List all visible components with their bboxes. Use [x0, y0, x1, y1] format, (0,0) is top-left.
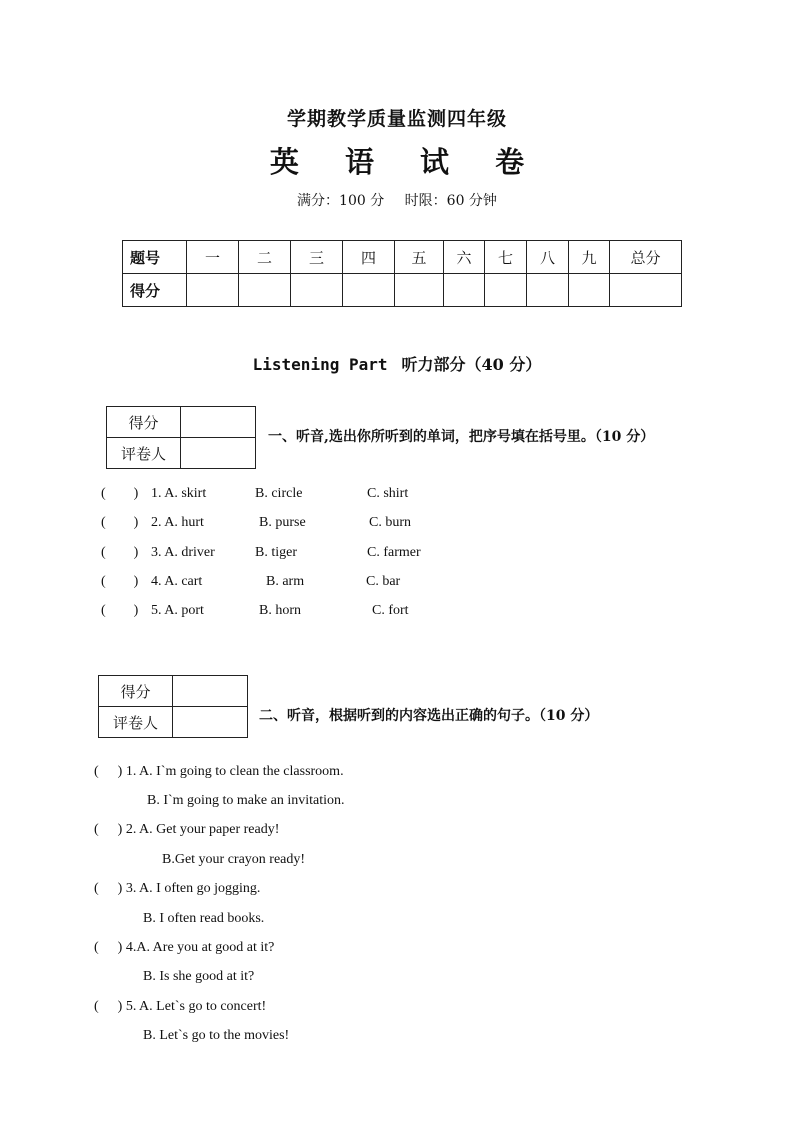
grader-name-input[interactable]	[173, 707, 248, 738]
option-b: B. Is she good at it?	[143, 969, 255, 984]
score-table-header-row	[123, 241, 682, 274]
grader-box-2	[98, 675, 248, 738]
option-c: C. shirt	[367, 486, 409, 501]
answer-blank[interactable]: ( )	[101, 515, 139, 530]
question-text: ) 1. A. I`m going to clean the classroom.	[117, 764, 344, 779]
score-table-cell: 三	[291, 241, 343, 274]
part-title	[0, 352, 794, 375]
option-c: C. fort	[372, 603, 409, 618]
option-b: B. Let`s go to the movies!	[143, 1028, 290, 1043]
answer-blank[interactable]: (	[94, 764, 99, 779]
score-table-cell: 二	[239, 241, 291, 274]
score-table-cell: 九	[569, 241, 610, 274]
answer-blank[interactable]: (	[94, 881, 99, 896]
exam-title: 英 语 试 卷	[269, 145, 543, 179]
full-score: 满分：100 分	[297, 193, 385, 209]
question-text: 2. A. hurt	[151, 515, 204, 530]
score-input-cell[interactable]	[444, 274, 485, 307]
list-item	[101, 574, 138, 590]
question-text: 5. A. port	[151, 603, 204, 618]
exam-subtitle: 学期教学质量监测四年级	[286, 108, 507, 130]
question-text: 1. A. skirt	[151, 486, 207, 501]
answer-blank[interactable]: (	[94, 822, 99, 837]
answer-blank[interactable]: ( )	[101, 486, 139, 501]
grader-score-label: 得分	[107, 407, 181, 438]
answer-blank[interactable]: (	[94, 940, 99, 955]
part-title-cn: 听力部分（40 分）	[401, 355, 542, 374]
option-c: C. bar	[366, 574, 401, 589]
score-input-cell[interactable]	[187, 274, 239, 307]
list-item	[94, 822, 279, 838]
list-item	[94, 764, 344, 780]
grader-name-input[interactable]	[181, 438, 256, 469]
grader-box-1	[106, 406, 256, 469]
option-b: B. tiger	[255, 545, 297, 560]
list-item	[94, 940, 274, 956]
score-input-cell[interactable]	[291, 274, 343, 307]
answer-blank[interactable]: ( )	[101, 545, 139, 560]
list-item	[94, 999, 266, 1015]
score-input-cell[interactable]	[395, 274, 444, 307]
grader-score-input[interactable]	[173, 676, 248, 707]
score-table-score-row	[123, 274, 682, 307]
question-text: ) 5. A. Let`s go to concert!	[117, 999, 267, 1014]
list-item	[101, 603, 138, 619]
exam-meta	[0, 190, 794, 210]
score-input-cell[interactable]	[239, 274, 291, 307]
score-table-cell: 总分	[610, 241, 682, 274]
question-text: ) 3. A. I often go jogging.	[117, 881, 261, 896]
option-c: C. burn	[369, 515, 411, 530]
answer-blank[interactable]: (	[94, 999, 99, 1014]
grader-score-label: 得分	[99, 676, 173, 707]
option-b: B. I often read books.	[143, 911, 265, 926]
answer-blank[interactable]: ( )	[101, 603, 139, 618]
score-table-cell: 一	[187, 241, 239, 274]
question-text: 4. A. cart	[151, 574, 203, 589]
score-input-cell[interactable]	[527, 274, 569, 307]
grader-name-label: 评卷人	[99, 707, 173, 738]
option-c: C. farmer	[367, 545, 421, 560]
score-table-cell: 八	[527, 241, 569, 274]
question-text: ) 2. A. Get your paper ready!	[117, 822, 280, 837]
list-item	[101, 515, 138, 531]
section1-title: 一、听音,选出你所听到的单词，把序号填在括号里。（10 分）	[268, 429, 655, 445]
list-item	[101, 486, 138, 502]
option-b: B. circle	[255, 486, 303, 501]
option-b: B. I`m going to make an invitation.	[147, 793, 345, 808]
list-item	[94, 881, 260, 897]
option-b: B.Get your crayon ready!	[162, 852, 306, 867]
score-table-cell: 题号	[123, 241, 187, 274]
answer-blank[interactable]: ( )	[101, 574, 139, 589]
score-input-cell[interactable]	[610, 274, 682, 307]
score-input-cell[interactable]	[343, 274, 395, 307]
time-limit: 时限：60 分钟	[404, 193, 497, 209]
option-b: B. arm	[266, 574, 305, 589]
list-item	[101, 545, 138, 561]
score-table-cell: 五	[395, 241, 444, 274]
score-input-cell[interactable]	[485, 274, 527, 307]
grader-name-label: 评卷人	[107, 438, 181, 469]
section2-title: 二、听音，根据听到的内容选出正确的句子。（10 分）	[259, 708, 599, 724]
part-title-en: Listening Part	[252, 355, 388, 374]
score-table-cell: 六	[444, 241, 485, 274]
option-b: B. purse	[259, 515, 306, 530]
question-text: ) 4.A. Are you at good at it?	[117, 940, 275, 955]
score-table	[122, 240, 682, 307]
score-input-cell[interactable]	[569, 274, 610, 307]
score-table-cell: 得分	[123, 274, 187, 307]
option-b: B. horn	[259, 603, 301, 618]
score-table-cell: 四	[343, 241, 395, 274]
grader-score-input[interactable]	[181, 407, 256, 438]
score-table-cell: 七	[485, 241, 527, 274]
question-text: 3. A. driver	[151, 545, 215, 560]
